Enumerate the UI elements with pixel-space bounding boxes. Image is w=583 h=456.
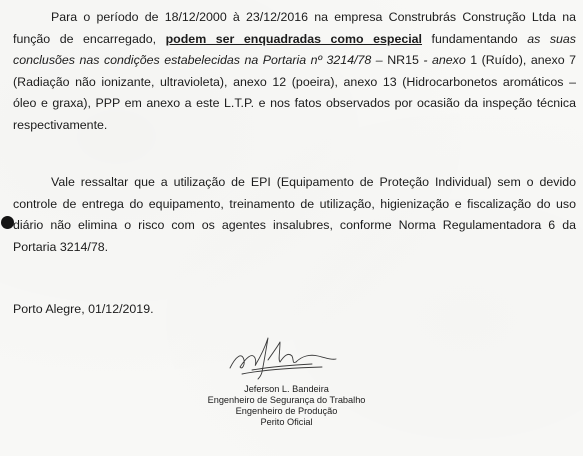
paragraph1-emphasis: podem ser enquadradas como especial [165, 31, 423, 46]
paragraph1-after-emphasis: fundamentando [422, 31, 528, 46]
signatory-title-production-engineer: Engenheiro de Produção [235, 406, 338, 416]
paragraph1-rest: 1 (Ruído), anexo 7 (Radiação não ionizante, ultravioleta), anexo 12 (poeira), anexo 13 (Hidrocarbonetos aromáticos – óleo e graxa), PPP em anexo a este L.T.P. e nos fatos observados por ocasião da inspeção técnica respectivamente. [13, 53, 576, 132]
paragraph1-nr15: NR15 [382, 53, 419, 68]
place-date: Porto Alegre, 01/12/2019. [13, 302, 154, 316]
signatory-title-safety-engineer: Engenheiro de Segurança do Trabalho [207, 395, 366, 405]
epi-paragraph [13, 172, 576, 258]
signatory-name: Jeferson L. Bandeira [244, 384, 329, 394]
paragraph1-italic-anexo: - anexo [418, 53, 466, 68]
signature-block [150, 384, 423, 428]
conclusion-paragraph [13, 7, 576, 137]
signatory-title-official-expert: Perito Oficial [260, 417, 313, 427]
paragraph2-text: Vale ressaltar que a utilização de EPI (Equipamento de Proteção Individual) sem o devido controle de entrega do equipamento, treinamento de utilização, higienização e fiscalização do uso diário não elimina o risco com os agentes insalubres, conforme Norma Regulamentadora 6 da Portaria 3214/78. [13, 175, 576, 254]
handwritten-signature [222, 334, 342, 380]
paragraph1-lead: Para o período de 18/12/2000 à 23/12/2016 na empresa Construbrás Construção Ltda na função de encarregado, [13, 10, 576, 46]
paragraph1-italic: as suas conclusões nas condições estabelecidas na Portaria nº 3214/78 – [13, 31, 576, 68]
